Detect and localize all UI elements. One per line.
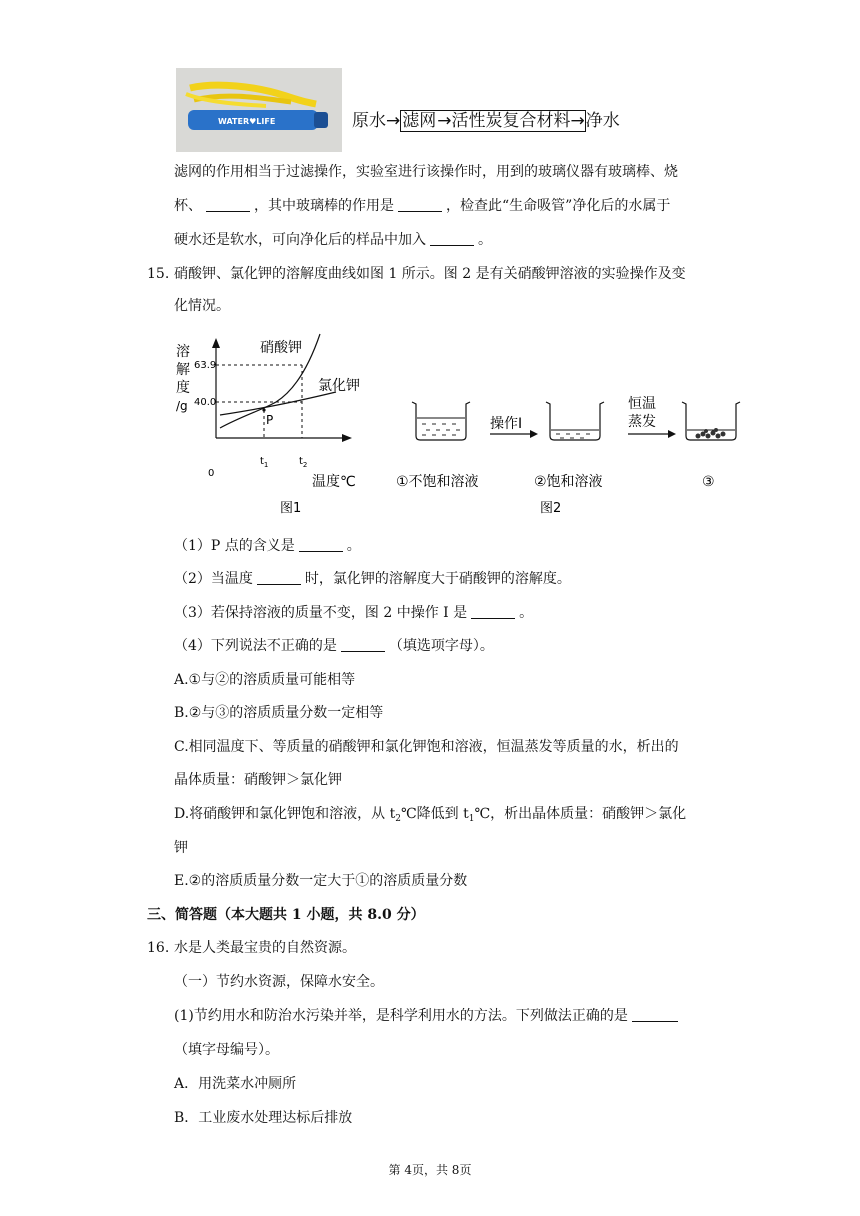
curve-label-kno3: 硝酸钾 <box>260 340 302 356</box>
y-tick-label: 63.9 <box>194 360 217 371</box>
flow-step-pure-water: 净水 <box>585 111 620 131</box>
option-e: E.②的溶质质量分数一定大于①的溶质质量分数 <box>174 873 468 889</box>
figure-2-experiment <box>382 330 742 520</box>
answer-blank[interactable] <box>341 637 385 652</box>
curve-potassium-chloride <box>220 392 336 415</box>
figure-1-caption: 图1 <box>280 501 302 516</box>
life-straw-figure <box>176 68 636 154</box>
figure-2-caption: 图2 <box>540 501 562 516</box>
option-c-line-2: 晶体质量：硝酸钾＞氯化钾 <box>174 772 342 788</box>
answer-blank[interactable] <box>471 604 515 619</box>
q14-line-3: 硬水还是软水，可向净化后的样品中加入 。 <box>174 232 492 248</box>
y-axis-arrow-icon <box>212 338 220 348</box>
q16-part-1: （一）节约水资源，保障水安全。 <box>174 974 384 990</box>
figure-1-solubility-chart <box>172 330 372 520</box>
q16-sub-1-line-1: (1)节约用水和防治水污染并举，是科学利用水的方法。下列做法正确的是 <box>174 1006 682 1026</box>
answer-blank[interactable] <box>430 231 474 246</box>
answer-blank[interactable] <box>257 570 301 585</box>
y-axis-label-char: 溶 <box>176 344 190 360</box>
q14-line-2: 杯、 ，其中玻璃棒的作用是 ，检查此“生命吸管”净化后的水属于 <box>174 198 671 214</box>
beaker-3-label: ③ <box>702 474 715 490</box>
y-axis-label-char: 解 <box>176 362 190 378</box>
curve-label-kcl: 氯化钾 <box>318 378 360 394</box>
operation-2-label-line1: 恒温 <box>628 396 656 412</box>
x-tick-label: $t_1$ <box>260 456 269 469</box>
option-a: A.①与②的溶质质量可能相等 <box>174 672 356 688</box>
y-axis-label-char: 度 <box>176 380 190 396</box>
beaker-1-label: ①不饱和溶液 <box>396 474 479 490</box>
operation-2-label-line2: 蒸发 <box>628 414 656 430</box>
section-heading: 三、简答题（本大题共 1 小题，共 8.0 分） <box>147 907 425 923</box>
q16-sub-1-line-2: （填字母编号）。 <box>174 1042 279 1058</box>
q15-sub-2: （2）当温度 时，氯化钾的溶解度大于硝酸钾的溶解度。 <box>174 571 571 587</box>
x-axis-arrow-icon <box>342 434 352 442</box>
device-label: WATER♥LIFE <box>218 117 276 126</box>
question-number: 16. <box>147 940 170 956</box>
point-p-marker <box>262 408 265 411</box>
point-p-label: P <box>266 413 274 427</box>
option-c-line-1: C.相同温度下、等质量的硝酸钾和氯化钾饱和溶液，恒温蒸发等质量的水，析出的 <box>174 739 679 755</box>
arrow-icon: → <box>437 111 452 131</box>
arrow-right-icon <box>668 430 676 438</box>
q16-option-a: A．用洗菜水冲厕所 <box>174 1076 297 1092</box>
answer-blank[interactable] <box>632 1007 678 1022</box>
flow-step-filter: 滤网 <box>402 111 437 131</box>
x-tick-label: $t_2$ <box>299 456 308 469</box>
q15-sub-4: （4）下列说法不正确的是 （填选项字母）。 <box>174 638 494 654</box>
option-d-line-1: D.将硝酸钾和氯化钾饱和溶液，从 $t_2℃$降低到 $t_1℃$，析出晶体质量：硝酸钾＞氯化 <box>174 806 687 824</box>
beaker-2 <box>546 402 604 440</box>
arrow-icon: → <box>386 111 401 131</box>
q16-stem: 水是人类最宝贵的自然资源。 <box>174 940 356 956</box>
beaker-1 <box>412 402 470 440</box>
answer-blank[interactable] <box>206 197 250 212</box>
beaker-3 <box>682 402 740 440</box>
arrow-icon: → <box>570 111 585 131</box>
operation-1-label: 操作I <box>490 416 523 432</box>
q15-sub-1: （1）P 点的含义是 。 <box>174 538 361 554</box>
question-number: 15. <box>147 266 170 282</box>
option-d-line-2: 钾 <box>174 840 188 856</box>
arrow-right-icon <box>530 430 538 438</box>
q15-sub-3: （3）若保持溶液的质量不变，图 2 中操作 I 是 。 <box>174 605 534 621</box>
beaker-2-label: ②饱和溶液 <box>534 474 603 490</box>
flow-step-carbon: 活性炭复合材料 <box>451 111 571 131</box>
answer-blank[interactable] <box>299 537 343 552</box>
q15-stem-1: 硝酸钾、氯化钾的溶解度曲线如图 1 所示。图 2 是有关硝酸钾溶液的实验操作及变 <box>174 266 686 282</box>
option-b: B.②与③的溶质质量分数一定相等 <box>174 705 384 721</box>
page-footer: 第 4页，共 8页 <box>388 1163 472 1177</box>
q16-option-b: B．工业废水处理达标后排放 <box>174 1110 353 1126</box>
y-tick-label: 40.0 <box>194 397 217 408</box>
x-axis-label: 温度℃ <box>312 474 356 490</box>
origin-label: 0 <box>208 468 215 479</box>
q14-line-1: 滤网的作用相当于过滤操作，实验室进行该操作时，用到的玻璃仪器有玻璃棒、烧 <box>174 164 678 180</box>
q15-stem-2: 化情况。 <box>174 298 230 314</box>
life-straw-photo <box>176 68 342 152</box>
y-axis-label-char: /g <box>176 399 188 413</box>
flow-step-raw-water: 原水 <box>352 111 386 131</box>
answer-blank[interactable] <box>398 197 442 212</box>
